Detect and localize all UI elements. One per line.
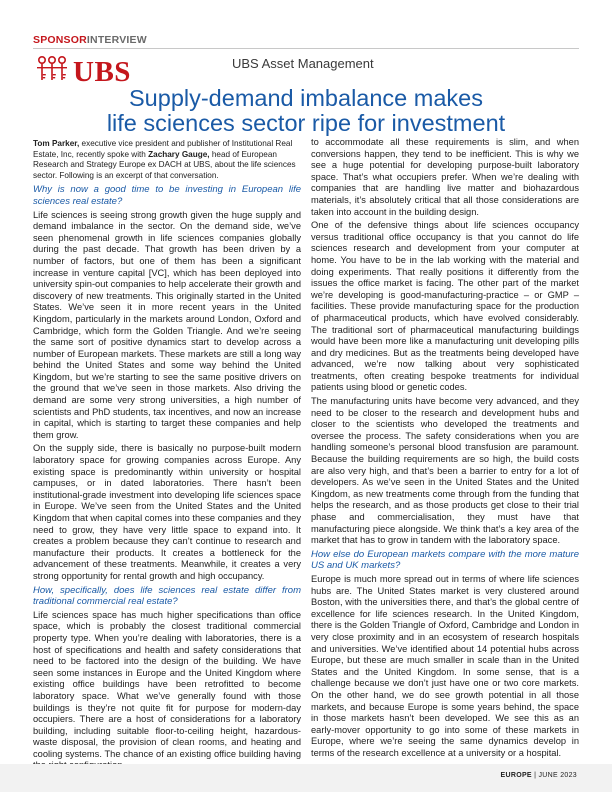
intro-text-1: executive vice president and publisher of Institutional Real Estate, Inc, recently spoke with xyxy=(33,139,293,159)
answer-paragraph: to accommodate all these requirements is slim, and when conversions happen, they tend to be inefficient. This is why we see a huge potential for developing purpose-built laboratory space. That’s what occupiers prefer. When we’re dealing with companies that are handling live matter and biohazardous materials, it’s absolutely critical that all those considerations are taken into account in the building design. xyxy=(311,137,579,217)
sponsor-text: SPONSOR xyxy=(33,34,87,46)
page-footer xyxy=(0,764,612,792)
interviewee-name: Zachary Gauge, xyxy=(148,149,210,159)
logo-wordmark: UBS xyxy=(73,56,131,88)
right-column xyxy=(311,137,579,761)
answer-paragraph: On the supply side, there is basically no purpose-built modern laboratory space for growing companies across Europe. Any existing space is predominantly within university or hospital campuses, or in dated laboratories. There hasn’t been institutional-grade investment into developing life sciences space in Europe. We’ve seen from the United States and the United Kingdom that when capital comes into these companies and they need to grow, they have very little space to expand into. It creates a problem because they can’t continue to research and manufacture their products. It creates a bottleneck for the advancement of these treatments. Meanwhile, it creates a very strong opportunity for rental growth and high occupancy. xyxy=(33,443,301,581)
top-divider xyxy=(33,48,579,49)
ubs-logo xyxy=(33,55,173,87)
intro-text-2: head of European Research and Strategy Europe ex DACH at UBS, about the life sciences sector. Following is an excerpt of that conversation. xyxy=(33,149,296,180)
interviewer-name: Tom Parker, xyxy=(33,139,80,148)
answer-paragraph: The manufacturing units have become very advanced, and they need to be closer to the research and development hubs and closer to the scientists who developed the treatments and oversee the process. The safety considerations when you are handling someone’s personal blood transfusion are paramount. Because the building requirements are so high, the build costs are also very high, and that’s been a barrier to entry for a lot of developers. As we’ve seen in the United States and the United Kingdom, as new treatments come through from the funding that helps the research, and as those products get close to their trial phase and commercialisation, they must have that manufacturing piece alongside. We think that’s a key area of the market that has to grow in tandem with the laboratory space. xyxy=(311,396,579,546)
answer-paragraph: Europe is much more spread out in terms of where life sciences hubs are. The United States market is very clustered around Boston, with the universities there, and that’s the global centre of excellence for life sciences research. In the United Kingdom, there is the Golden Triangle of Oxford, Cambridge and London in very close proximity and in an ecosystem of research hospitals and universities. We’ve identified about 14 potential hubs across Europe, but these are much smaller in scale than in the United States and the United Kingdom. In some sense, that is a challenge because we don’t just have one or two core markets. On the other hand, we do see growth potential in all those markets, and because Europe is some years behind, the space in those markets hasn’t been developed. We see this as an early-mover opportunity to go into some of these markets in Europe, where we’re seeing the same dynamics develop in terms of the research excellence at a university or a hospital. xyxy=(311,573,579,758)
title-line-1: Supply-demand imbalance makes xyxy=(129,85,483,111)
footer-separator: | xyxy=(531,772,539,779)
sponsor-interview-label xyxy=(33,34,147,46)
intro-paragraph xyxy=(33,139,301,181)
interview-text: INTERVIEW xyxy=(86,34,147,46)
answer-paragraph: Life sciences is seeing strong growth given the huge supply and demand imbalance in the sector. On the demand side, we’ve seen phenomenal growth in life sciences companies globally during the past decade. That growth has been driven by a number of factors, but one of them has been a significant increase in venture capital [VC], which has been deployed into university spin-out companies to help accelerate their growth and discovery of new treatments. This originally started in the United States. We’ve seen it in more recent years in the United Kingdom, particularly in the markets around London, Oxford and Cambridge, which form the Golden Triangle. And we’re seeing the same sort of positive dynamics start to develop across a number of European markets. These markets are still a long way behind the United States and some way behind the United Kingdom, but we’re starting to see the same positive drivers on the ground that we’ve seen in those markets. Also driving the demand are some very strong universities, a high number of scientists and PhD students, tax incentives, and now an increase in capital, which is starting to target these companies and help them grow. xyxy=(33,209,301,440)
question-2: How, specifically, does life sciences real estate differ from traditional commercial real estate? xyxy=(33,584,301,608)
question-3: How else do European markets compare with the more mature US and UK markets? xyxy=(311,548,579,572)
footer-text xyxy=(501,772,577,779)
left-column xyxy=(33,139,301,774)
ubs-keys-icon xyxy=(33,55,71,85)
article-title xyxy=(33,86,579,136)
division-name: UBS Asset Management xyxy=(232,56,374,71)
answer-paragraph: Life sciences space has much higher specifications than office space, which is probably the closest traditional commercial property type. When you’re dealing with laboratories, there is a host of specifications and health and safety considerations that need to be factored into the design of the building. We have seen some instances in Europe and the United Kingdom where existing office buildings have been retrofitted to become laboratory space. What we’ve generally found with those buildings is they’re not quite fit for purpose for modern-day occupiers. There are a host of considerations for a laboratory building, including suitable floor-to-ceiling height, hazardous-waste disposal, the provision of clean rooms, and heating and cooling systems. The chance of an existing office building having xyxy=(33,609,301,759)
title-line-2: life sciences sector ripe for investment xyxy=(106,110,506,136)
answer-paragraph: One of the defensive things about life sciences occupancy versus traditional office occupancy is that you cannot do life sciences research and development from your computer at home. You have to be in the lab working with the material and doing experiments. That really positions it differently from the issues the office market is facing. The other part of the market we’re developing is good-manufacturing-practice – or GMP – facilities. These provide manufacturing space for the production of pharmaceutical products, which have evolved considerably. The traditional sort of pharmaceutical manufacturing buildings would have been more like a manufacturing unit developing pills and dry medicines. But as the treatments being developed have advanced, we’re now talking about very sophisticated treatments, often creating bespoke treatments for individual patients using blood or genetic codes. xyxy=(311,220,579,393)
footer-region: EUROPE xyxy=(500,772,532,779)
question-1: Why is now a good time to be investing in European life sciences real estate? xyxy=(33,184,301,207)
footer-date: JUNE 2023 xyxy=(538,772,577,779)
